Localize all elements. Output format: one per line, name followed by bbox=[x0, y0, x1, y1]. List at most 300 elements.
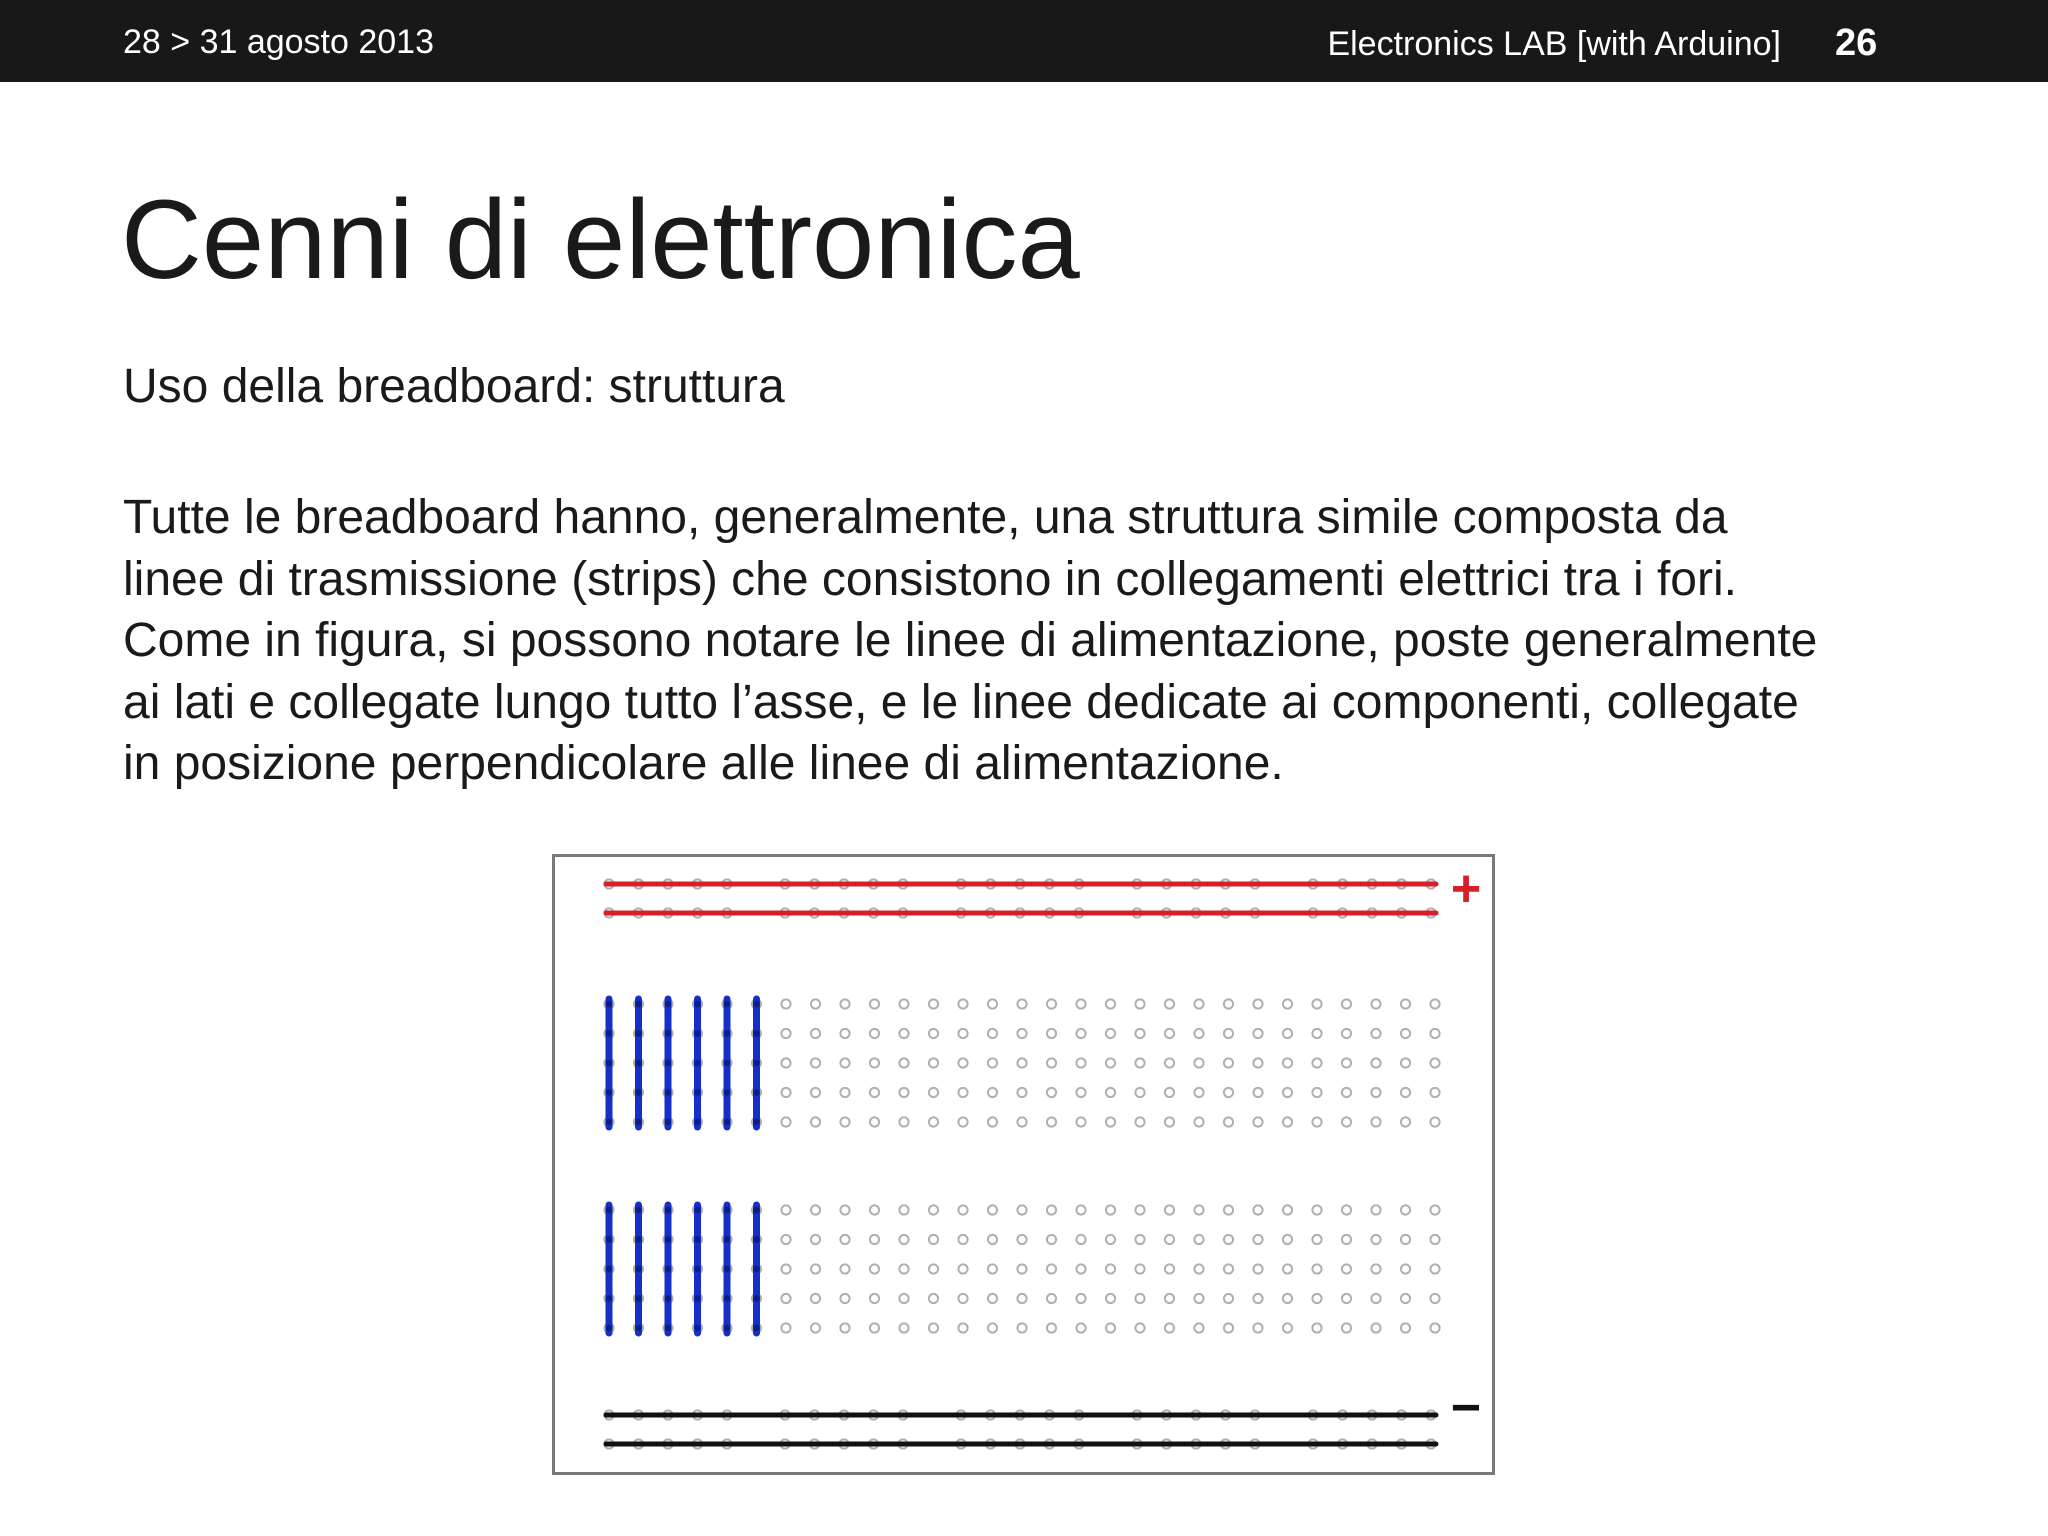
grid-hole bbox=[1371, 1264, 1380, 1273]
grid-hole bbox=[1253, 1205, 1262, 1214]
grid-hole bbox=[1135, 1323, 1144, 1332]
strip-hole bbox=[606, 1236, 612, 1242]
grid-hole bbox=[958, 1088, 967, 1097]
grid-hole bbox=[1106, 1205, 1115, 1214]
grid-hole bbox=[988, 1088, 997, 1097]
grid-hole bbox=[1106, 1117, 1115, 1126]
grid-hole bbox=[1076, 1117, 1085, 1126]
grid-hole bbox=[1135, 1117, 1144, 1126]
grid-hole bbox=[1342, 1235, 1351, 1244]
strip-hole bbox=[694, 1119, 700, 1125]
grid-hole bbox=[1194, 1058, 1203, 1067]
grid-hole bbox=[1312, 1088, 1321, 1097]
grid-hole bbox=[1312, 999, 1321, 1008]
grid-hole bbox=[1135, 1205, 1144, 1214]
grid-hole bbox=[899, 1235, 908, 1244]
grid-hole bbox=[840, 1323, 849, 1332]
grid-hole bbox=[811, 1117, 820, 1126]
grid-hole bbox=[988, 1235, 997, 1244]
grid-hole bbox=[1430, 1264, 1439, 1273]
grid-hole bbox=[1371, 1029, 1380, 1038]
grid-hole bbox=[988, 1294, 997, 1303]
grid-hole bbox=[1165, 1029, 1174, 1038]
grid-hole bbox=[1047, 1323, 1056, 1332]
grid-hole bbox=[1283, 1058, 1292, 1067]
grid-hole bbox=[840, 1235, 849, 1244]
grid-hole bbox=[1342, 1205, 1351, 1214]
grid-hole bbox=[1017, 1235, 1026, 1244]
grid-hole bbox=[1165, 1117, 1174, 1126]
grid-hole bbox=[1371, 1058, 1380, 1067]
grid-hole bbox=[988, 1205, 997, 1214]
grid-hole bbox=[1047, 999, 1056, 1008]
paragraph-line: Tutte le breadboard hanno, generalmente, una struttura simile composta da bbox=[123, 491, 1728, 544]
strip-hole bbox=[635, 1266, 641, 1272]
paragraph-line: ai lati e collegate lungo tutto l’asse, e le linee dedicate ai componenti, collegate bbox=[123, 675, 1799, 729]
paragraph-line: Come in figura, si possono notare le linee di alimentazione, poste generalmente bbox=[123, 614, 1818, 667]
grid-hole bbox=[811, 1294, 820, 1303]
strip-hole bbox=[753, 1119, 759, 1125]
grid-hole bbox=[899, 1294, 908, 1303]
grid-hole bbox=[1135, 1264, 1144, 1273]
strip-hole bbox=[753, 1207, 759, 1213]
grid-hole bbox=[1371, 1323, 1380, 1332]
grid-hole bbox=[1224, 1323, 1233, 1332]
grid-hole bbox=[1224, 1088, 1233, 1097]
grid-hole bbox=[1430, 1058, 1439, 1067]
grid-hole bbox=[1047, 1088, 1056, 1097]
strip-hole bbox=[635, 1001, 641, 1007]
grid-hole bbox=[958, 1117, 967, 1126]
strip-hole bbox=[606, 1266, 612, 1272]
grid-hole bbox=[899, 999, 908, 1008]
grid-hole bbox=[811, 1323, 820, 1332]
grid-hole bbox=[1194, 1294, 1203, 1303]
strip-hole bbox=[606, 1060, 612, 1066]
strip-hole bbox=[694, 1030, 700, 1036]
grid-hole bbox=[1253, 1294, 1262, 1303]
grid-hole bbox=[811, 1058, 820, 1067]
grid-hole bbox=[1135, 1235, 1144, 1244]
strip-hole bbox=[635, 1119, 641, 1125]
grid-hole bbox=[1106, 1264, 1115, 1273]
grid-hole bbox=[1165, 1058, 1174, 1067]
grid-hole bbox=[899, 1088, 908, 1097]
strip-hole bbox=[753, 1325, 759, 1331]
strip-hole bbox=[753, 1266, 759, 1272]
grid-hole bbox=[1076, 1235, 1085, 1244]
grid-hole bbox=[1401, 1058, 1410, 1067]
grid-hole bbox=[1076, 1088, 1085, 1097]
grid-hole bbox=[1106, 999, 1115, 1008]
grid-hole bbox=[1430, 1117, 1439, 1126]
grid-hole bbox=[929, 999, 938, 1008]
strip-hole bbox=[665, 1295, 671, 1301]
grid-hole bbox=[1076, 1205, 1085, 1214]
grid-hole bbox=[1194, 1323, 1203, 1332]
grid-hole bbox=[929, 1205, 938, 1214]
grid-hole bbox=[988, 1058, 997, 1067]
grid-hole bbox=[781, 1235, 790, 1244]
strip-hole bbox=[753, 1236, 759, 1242]
strip-hole bbox=[606, 1119, 612, 1125]
breadboard-diagram bbox=[552, 854, 1495, 1475]
grid-hole bbox=[1194, 1235, 1203, 1244]
strip-hole bbox=[694, 1001, 700, 1007]
grid-hole bbox=[929, 1235, 938, 1244]
grid-hole bbox=[988, 1029, 997, 1038]
strip-hole bbox=[724, 1325, 730, 1331]
grid-hole bbox=[1017, 1323, 1026, 1332]
grid-hole bbox=[840, 1294, 849, 1303]
grid-hole bbox=[1430, 1029, 1439, 1038]
strip-hole bbox=[694, 1089, 700, 1095]
grid-hole bbox=[1106, 1235, 1115, 1244]
grid-hole bbox=[958, 1264, 967, 1273]
grid-hole bbox=[1253, 1117, 1262, 1126]
grid-hole bbox=[781, 1088, 790, 1097]
grid-hole bbox=[870, 1058, 879, 1067]
strip-hole bbox=[665, 1001, 671, 1007]
header-bar bbox=[0, 0, 2048, 82]
grid-hole bbox=[1430, 999, 1439, 1008]
grid-hole bbox=[1165, 999, 1174, 1008]
grid-hole bbox=[929, 1088, 938, 1097]
strip-hole bbox=[665, 1236, 671, 1242]
grid-hole bbox=[1135, 1029, 1144, 1038]
grid-hole bbox=[1253, 1058, 1262, 1067]
grid-hole bbox=[870, 1294, 879, 1303]
grid-hole bbox=[870, 999, 879, 1008]
grid-hole bbox=[1165, 1264, 1174, 1273]
strip-hole bbox=[724, 1089, 730, 1095]
grid-hole bbox=[1194, 1117, 1203, 1126]
grid-hole bbox=[1224, 1058, 1233, 1067]
grid-hole bbox=[1253, 999, 1262, 1008]
grid-hole bbox=[1047, 1117, 1056, 1126]
grid-hole bbox=[840, 999, 849, 1008]
grid-hole bbox=[1312, 1235, 1321, 1244]
grid-hole bbox=[1165, 1088, 1174, 1097]
strip-hole bbox=[606, 1325, 612, 1331]
grid-hole bbox=[1047, 1264, 1056, 1273]
grid-hole bbox=[1430, 1205, 1439, 1214]
grid-hole bbox=[1047, 1205, 1056, 1214]
negative-rail-sign: − bbox=[1450, 1379, 1482, 1437]
grid-hole bbox=[1165, 1294, 1174, 1303]
grid-hole bbox=[1106, 1323, 1115, 1332]
grid-hole bbox=[1342, 1294, 1351, 1303]
grid-hole bbox=[840, 1264, 849, 1273]
strip-hole bbox=[606, 1089, 612, 1095]
paragraph-line: linee di trasmissione (strips) che consistono in collegamenti elettrici tra i fori. bbox=[123, 552, 1737, 606]
grid-hole bbox=[1283, 1294, 1292, 1303]
grid-hole bbox=[870, 1235, 879, 1244]
paragraph-line: in posizione perpendicolare alle linee di alimentazione. bbox=[123, 737, 1284, 790]
grid-hole bbox=[1371, 999, 1380, 1008]
strip-hole bbox=[724, 1236, 730, 1242]
grid-hole bbox=[870, 1029, 879, 1038]
strip-hole bbox=[606, 1030, 612, 1036]
strip-hole bbox=[635, 1295, 641, 1301]
grid-hole bbox=[1194, 1029, 1203, 1038]
grid-hole bbox=[988, 1264, 997, 1273]
slide-paragraph bbox=[123, 487, 1983, 795]
grid-hole bbox=[988, 999, 997, 1008]
grid-hole bbox=[1017, 1117, 1026, 1126]
grid-hole bbox=[1430, 1294, 1439, 1303]
strip-hole bbox=[753, 1295, 759, 1301]
grid-hole bbox=[1076, 1294, 1085, 1303]
grid-hole bbox=[1106, 1294, 1115, 1303]
grid-hole bbox=[1253, 1029, 1262, 1038]
grid-hole bbox=[811, 1205, 820, 1214]
slide-title: Cenni di elettronica bbox=[121, 177, 1080, 302]
strip-hole bbox=[635, 1207, 641, 1213]
grid-hole bbox=[840, 1029, 849, 1038]
header-course-title: Electronics LAB [with Arduino] bbox=[1327, 25, 1781, 63]
grid-hole bbox=[1401, 1117, 1410, 1126]
grid-hole bbox=[1194, 1264, 1203, 1273]
grid-hole bbox=[1047, 1058, 1056, 1067]
grid-hole bbox=[1401, 1235, 1410, 1244]
strip-hole bbox=[665, 1207, 671, 1213]
grid-hole bbox=[1283, 1088, 1292, 1097]
grid-hole bbox=[840, 1205, 849, 1214]
strip-hole bbox=[665, 1325, 671, 1331]
grid-hole bbox=[1165, 1323, 1174, 1332]
header-date: 28 > 31 agosto 2013 bbox=[123, 23, 434, 61]
grid-hole bbox=[1342, 1088, 1351, 1097]
strip-hole bbox=[606, 1295, 612, 1301]
grid-hole bbox=[781, 1029, 790, 1038]
grid-hole bbox=[1312, 1117, 1321, 1126]
grid-hole bbox=[1312, 1058, 1321, 1067]
grid-hole bbox=[1371, 1088, 1380, 1097]
grid-hole bbox=[1076, 999, 1085, 1008]
grid-hole bbox=[958, 1235, 967, 1244]
grid-hole bbox=[781, 1294, 790, 1303]
grid-hole bbox=[1312, 1294, 1321, 1303]
strip-hole bbox=[753, 1001, 759, 1007]
grid-hole bbox=[929, 1058, 938, 1067]
strip-hole bbox=[694, 1060, 700, 1066]
grid-hole bbox=[811, 1235, 820, 1244]
grid-hole bbox=[1342, 1323, 1351, 1332]
strip-hole bbox=[694, 1325, 700, 1331]
grid-hole bbox=[1017, 1088, 1026, 1097]
grid-hole bbox=[1430, 1323, 1439, 1332]
grid-hole bbox=[1076, 1264, 1085, 1273]
grid-hole bbox=[811, 999, 820, 1008]
strip-hole bbox=[724, 1030, 730, 1036]
grid-hole bbox=[899, 1058, 908, 1067]
grid-hole bbox=[1283, 1029, 1292, 1038]
grid-hole bbox=[1106, 1029, 1115, 1038]
grid-hole bbox=[899, 1117, 908, 1126]
strip-hole bbox=[635, 1089, 641, 1095]
grid-hole bbox=[1076, 1029, 1085, 1038]
grid-hole bbox=[811, 1029, 820, 1038]
grid-hole bbox=[1017, 1029, 1026, 1038]
grid-hole bbox=[1253, 1088, 1262, 1097]
grid-hole bbox=[1224, 999, 1233, 1008]
grid-hole bbox=[1371, 1205, 1380, 1214]
grid-hole bbox=[929, 1294, 938, 1303]
grid-hole bbox=[1312, 1029, 1321, 1038]
strip-hole bbox=[724, 1001, 730, 1007]
grid-hole bbox=[1017, 1294, 1026, 1303]
grid-hole bbox=[1283, 1117, 1292, 1126]
strip-hole bbox=[635, 1325, 641, 1331]
grid-hole bbox=[1047, 1294, 1056, 1303]
grid-hole bbox=[870, 1264, 879, 1273]
grid-hole bbox=[1401, 1264, 1410, 1273]
grid-hole bbox=[1312, 1205, 1321, 1214]
grid-hole bbox=[1401, 1323, 1410, 1332]
strip-hole bbox=[635, 1236, 641, 1242]
grid-hole bbox=[1224, 1235, 1233, 1244]
grid-hole bbox=[840, 1088, 849, 1097]
breadboard-svg bbox=[552, 854, 1495, 1475]
strip-hole bbox=[665, 1266, 671, 1272]
grid-hole bbox=[1017, 999, 1026, 1008]
grid-hole bbox=[781, 1205, 790, 1214]
grid-hole bbox=[1135, 999, 1144, 1008]
grid-hole bbox=[1076, 1058, 1085, 1067]
grid-hole bbox=[1194, 1205, 1203, 1214]
grid-hole bbox=[781, 1323, 790, 1332]
grid-hole bbox=[1401, 1029, 1410, 1038]
grid-hole bbox=[1401, 1205, 1410, 1214]
grid-hole bbox=[899, 1323, 908, 1332]
grid-hole bbox=[1165, 1205, 1174, 1214]
grid-hole bbox=[1135, 1294, 1144, 1303]
grid-hole bbox=[958, 999, 967, 1008]
strip-hole bbox=[665, 1089, 671, 1095]
grid-hole bbox=[840, 1058, 849, 1067]
grid-hole bbox=[1342, 1264, 1351, 1273]
grid-hole bbox=[988, 1323, 997, 1332]
grid-hole bbox=[1135, 1088, 1144, 1097]
grid-hole bbox=[870, 1088, 879, 1097]
strip-hole bbox=[606, 1207, 612, 1213]
strip-hole bbox=[665, 1119, 671, 1125]
strip-hole bbox=[753, 1089, 759, 1095]
grid-hole bbox=[1283, 1264, 1292, 1273]
grid-hole bbox=[1342, 1029, 1351, 1038]
grid-hole bbox=[1017, 1058, 1026, 1067]
grid-hole bbox=[1106, 1088, 1115, 1097]
grid-hole bbox=[781, 1264, 790, 1273]
strip-hole bbox=[724, 1207, 730, 1213]
strip-hole bbox=[724, 1266, 730, 1272]
grid-hole bbox=[929, 1117, 938, 1126]
grid-hole bbox=[1312, 1264, 1321, 1273]
grid-hole bbox=[1106, 1058, 1115, 1067]
grid-hole bbox=[1224, 1264, 1233, 1273]
strip-hole bbox=[724, 1060, 730, 1066]
grid-hole bbox=[1430, 1088, 1439, 1097]
grid-hole bbox=[1371, 1117, 1380, 1126]
grid-hole bbox=[870, 1323, 879, 1332]
strip-hole bbox=[694, 1266, 700, 1272]
grid-hole bbox=[1253, 1235, 1262, 1244]
grid-hole bbox=[1283, 1205, 1292, 1214]
grid-hole bbox=[840, 1117, 849, 1126]
grid-hole bbox=[1165, 1235, 1174, 1244]
strip-hole bbox=[665, 1030, 671, 1036]
grid-hole bbox=[1342, 1117, 1351, 1126]
positive-rail-sign: + bbox=[1450, 860, 1482, 918]
grid-hole bbox=[1047, 1235, 1056, 1244]
grid-hole bbox=[1371, 1235, 1380, 1244]
grid-hole bbox=[1253, 1264, 1262, 1273]
grid-hole bbox=[899, 1205, 908, 1214]
page-number: 26 bbox=[1835, 22, 1878, 64]
grid-hole bbox=[1342, 1058, 1351, 1067]
strip-hole bbox=[606, 1001, 612, 1007]
strip-hole bbox=[665, 1060, 671, 1066]
grid-hole bbox=[958, 1029, 967, 1038]
grid-hole bbox=[1283, 1235, 1292, 1244]
grid-hole bbox=[958, 1294, 967, 1303]
grid-hole bbox=[811, 1088, 820, 1097]
grid-hole bbox=[1430, 1235, 1439, 1244]
slide-subtitle: Uso della breadboard: struttura bbox=[123, 360, 785, 413]
grid-hole bbox=[958, 1323, 967, 1332]
grid-hole bbox=[781, 999, 790, 1008]
grid-hole bbox=[1194, 999, 1203, 1008]
grid-hole bbox=[899, 1264, 908, 1273]
grid-hole bbox=[929, 1264, 938, 1273]
grid-hole bbox=[870, 1205, 879, 1214]
grid-hole bbox=[1194, 1088, 1203, 1097]
strip-hole bbox=[753, 1030, 759, 1036]
grid-hole bbox=[781, 1058, 790, 1067]
grid-hole bbox=[1371, 1294, 1380, 1303]
grid-hole bbox=[1253, 1323, 1262, 1332]
grid-hole bbox=[1401, 999, 1410, 1008]
grid-hole bbox=[870, 1117, 879, 1126]
grid-hole bbox=[1224, 1205, 1233, 1214]
grid-hole bbox=[958, 1058, 967, 1067]
grid-hole bbox=[1076, 1323, 1085, 1332]
strip-hole bbox=[724, 1119, 730, 1125]
grid-hole bbox=[1283, 1323, 1292, 1332]
grid-hole bbox=[988, 1117, 997, 1126]
strip-hole bbox=[635, 1030, 641, 1036]
grid-hole bbox=[1401, 1294, 1410, 1303]
strip-hole bbox=[635, 1060, 641, 1066]
grid-hole bbox=[1017, 1205, 1026, 1214]
grid-hole bbox=[1312, 1323, 1321, 1332]
grid-hole bbox=[1017, 1264, 1026, 1273]
grid-hole bbox=[1224, 1029, 1233, 1038]
grid-hole bbox=[899, 1029, 908, 1038]
strip-hole bbox=[694, 1236, 700, 1242]
grid-hole bbox=[1224, 1117, 1233, 1126]
grid-hole bbox=[958, 1205, 967, 1214]
strip-hole bbox=[694, 1207, 700, 1213]
grid-hole bbox=[1342, 999, 1351, 1008]
grid-hole bbox=[1401, 1088, 1410, 1097]
grid-hole bbox=[929, 1029, 938, 1038]
grid-hole bbox=[781, 1117, 790, 1126]
grid-hole bbox=[929, 1323, 938, 1332]
breadboard-frame bbox=[554, 856, 1494, 1474]
strip-hole bbox=[753, 1060, 759, 1066]
